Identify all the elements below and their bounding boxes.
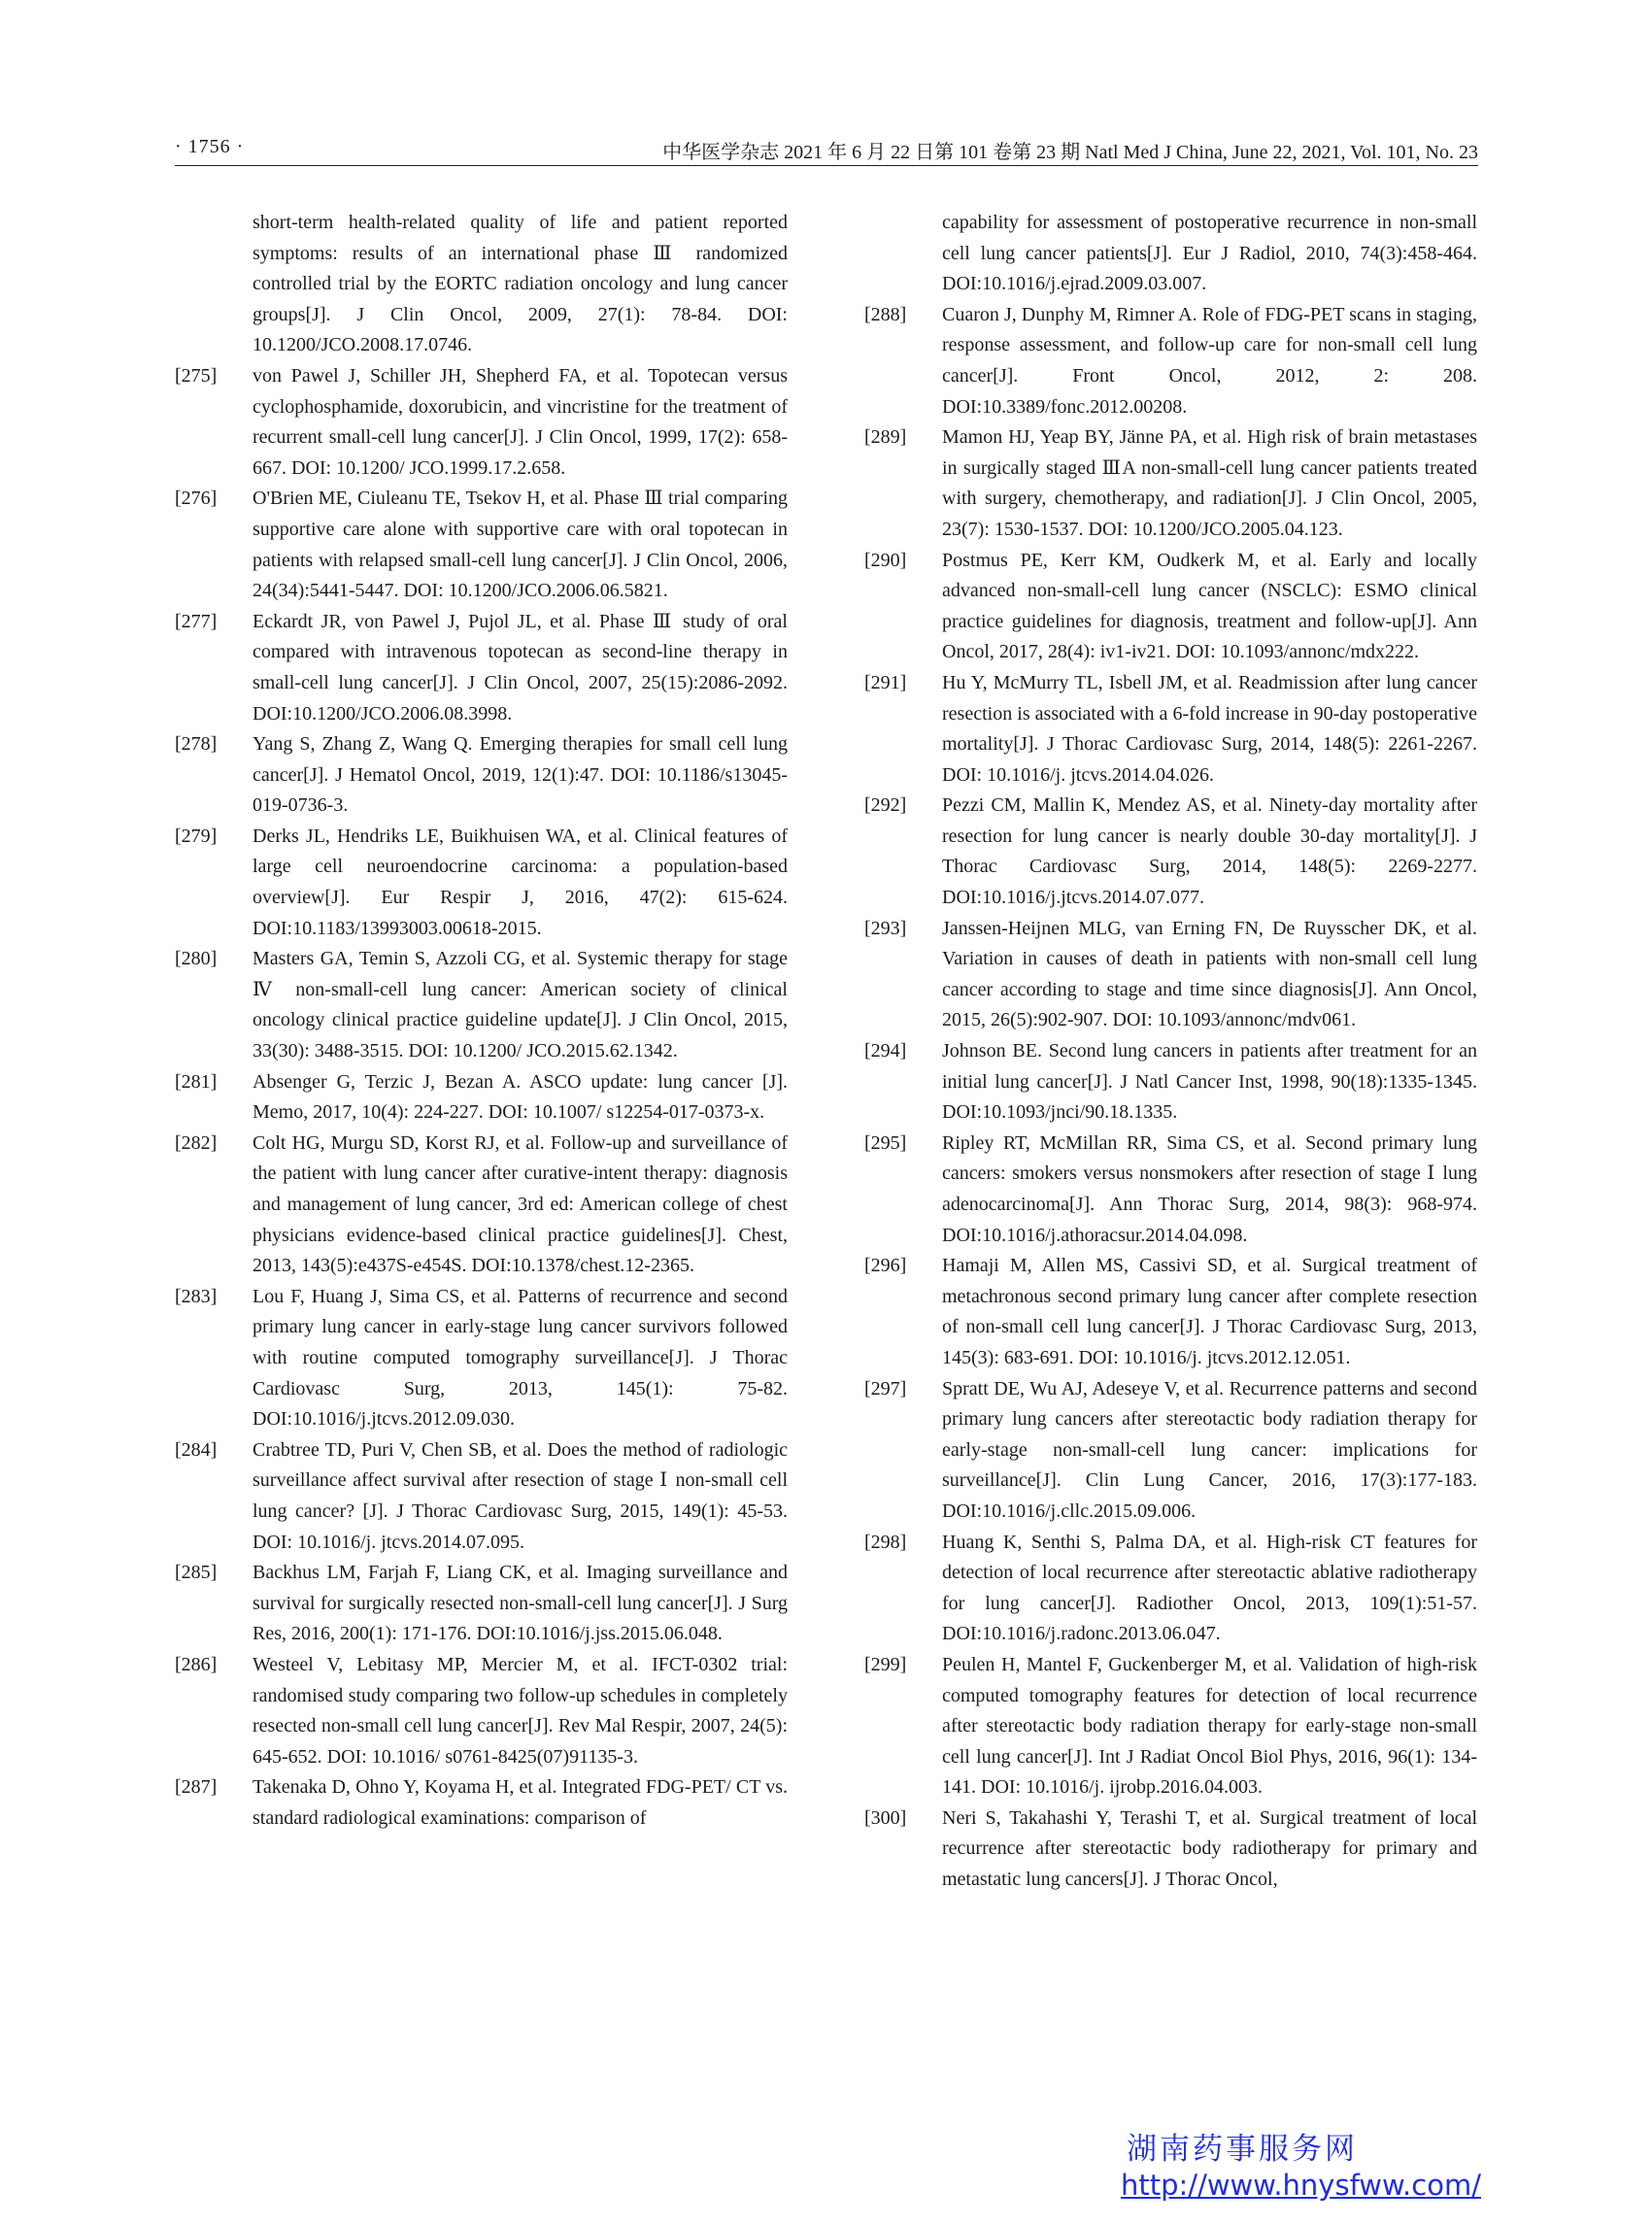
reference-item <box>864 1804 1477 1896</box>
reference-item <box>175 1282 788 1435</box>
reference-text: Pezzi CM, Mallin K, Mendez AS, et al. Ninety-day mortality after resection for lung cancer is nearly double 30-day mortality[J]. J Thorac Cardiovasc Surg, 2014, 148(5): 2269-2277. DOI:10.1016/j.jtcvs.2014.07.077. <box>942 794 1477 909</box>
reference-text: Spratt DE, Wu AJ, Adeseye V, et al. Recurrence patterns and second primary lung cancers after stereotactic body radiation therapy for early-stage non-small-cell lung cancer: implications for surveillance[J]. Clin Lung Cancer, 2016, 17(3):177-183. DOI:10.1016/j.cllc.2015.09.006. <box>942 1377 1477 1522</box>
reference-text: Masters GA, Temin S, Azzoli CG, et al. Systemic therapy for stage Ⅳ non-small-cell lung cancer: American society of clinical oncology clinical practice guideline update[J]. J Clin Oncol, 2015, 33(30): 3488-3515. DOI: 10.1200/ JCO.2015.62.1342. <box>253 948 788 1062</box>
reference-item <box>175 1772 788 1834</box>
reference-item <box>864 1374 1477 1528</box>
reference-item <box>864 914 1477 1036</box>
watermark-url[interactable]: http://www.hnysfww.com/ <box>1121 2169 1481 2202</box>
reference-text: Hu Y, McMurry TL, Isbell JM, et al. Readmission after lung cancer resection is associated with a 6-fold increase in 90-day postoperative mortality[J]. J Thorac Cardiovasc Surg, 2014, 148(5): 2261-2267. DOI: 10.1016/j. jtcvs.2014.04.026. <box>942 671 1477 786</box>
reference-item <box>864 791 1477 913</box>
watermark-site-name: 湖南药事服务网 <box>1127 2132 1358 2167</box>
reference-text: capability for assessment of postoperative recurrence in non-small cell lung cancer patients[J]. Eur J Radiol, 2010, 74(3):458-464. DOI:10.1016/j.ejrad.2009.03.007. <box>942 212 1477 295</box>
reference-number: [286] <box>175 1653 218 1675</box>
reference-number: [288] <box>864 303 907 325</box>
reference-item <box>175 1558 788 1650</box>
reference-item <box>175 208 788 361</box>
reference-item <box>175 1650 788 1772</box>
reference-text: von Pawel J, Schiller JH, Shepherd FA, et al. Topotecan versus cyclophosphamide, doxorubicin, and vincristine for the treatment of recurrent small-cell lung cancer[J]. J Clin Oncol, 1999, 17(2): 658-667. DOI: 10.1200/ JCO.1999.17.2.658. <box>253 364 788 479</box>
reference-text: Janssen-Heijnen MLG, van Erning FN, De Ruysscher DK, et al. Variation in causes of death in patients with non-small cell lung cancer according to stage and time since diagnosis[J]. Ann Oncol, 2015, 26(5):902-907. DOI: 10.1093/annonc/mdv061. <box>942 917 1477 1031</box>
reference-item <box>864 668 1477 791</box>
reference-text: short-term health-related quality of life and patient reported symptoms: results of an international phase Ⅲ randomized controlled trial by the EORTC radiation oncology and lung cancer groups[J]. J Clin Oncol, 2009, 27(1): 78-84. DOI: 10.1200/JCO.2008.17.0746. <box>253 212 788 356</box>
reference-number: [276] <box>175 488 218 510</box>
reference-number: [300] <box>864 1806 907 1829</box>
reference-number: [299] <box>864 1653 907 1675</box>
reference-number: [285] <box>175 1562 218 1584</box>
journal-citation: 中华医学杂志 2021 年 6 月 22 日第 101 卷第 23 期 Natl Med J China, June 22, 2021, Vol. 101, No. 23 <box>662 142 1478 163</box>
reference-number: [289] <box>864 426 907 449</box>
reference-item <box>864 546 1477 668</box>
reference-text: Huang K, Senthi S, Palma DA, et al. High-risk CT features for detection of local recurrence after stereotactic ablative radiotherapy for lung cancer[J]. Radiother Oncol, 2013, 109(1):51-57. DOI:10.1016/j.radonc.2013.06.047. <box>942 1531 1477 1645</box>
reference-text: Mamon HJ, Yeap BY, Jänne PA, et al. High risk of brain metastases in surgically staged ⅢA non-small-cell lung cancer patients treated with surgery, chemotherapy, and radiation[J]. J Clin Oncol, 2005, 23(7): 1530-1537. DOI: 10.1200/JCO.2005.04.123. <box>942 426 1477 540</box>
reference-text: Postmus PE, Kerr KM, Oudkerk M, et al. Early and locally advanced non-small-cell lung cancer (NSCLC): ESMO clinical practice guidelines for diagnosis, treatment and follow-up[J]. Ann Oncol, 2017, 28(4): iv1-iv21. DOI: 10.1093/annonc/mdx222. <box>942 549 1477 663</box>
reference-text: Colt HG, Murgu SD, Korst RJ, et al. Follow-up and surveillance of the patient with lung cancer after curative-intent therapy: diagnosis and management of lung cancer, 3rd ed: American college of chest physicians evidence-based clinical practice guidelines[J]. Chest, 2013, 143(5):e437S-e454S. DOI:10.1378/chest.12-2365. <box>253 1131 788 1277</box>
page-number: · 1756 · <box>175 136 245 157</box>
reference-text: Westeel V, Lebitasy MP, Mercier M, et al. IFCT-0302 trial: randomised study comparing two follow-up schedules in completely resected non-small cell lung cancer[J]. Rev Mal Respir, 2007, 24(5): 645-652. DOI: 10.1016/ s0761-8425(07)91135-3. <box>253 1653 788 1768</box>
reference-number: [298] <box>864 1531 907 1553</box>
reference-number: [282] <box>175 1131 218 1154</box>
reference-item <box>175 1435 788 1558</box>
reference-number: [280] <box>175 948 218 970</box>
reference-item <box>864 1650 1477 1804</box>
reference-text: Cuaron J, Dunphy M, Rimner A. Role of FDG-PET scans in staging, response assessment, and follow-up care for non-small cell lung cancer[J]. Front Oncol, 2012, 2: 208. DOI:10.3389/fonc.2012.00208. <box>942 303 1477 418</box>
reference-text: O'Brien ME, Ciuleanu TE, Tsekov H, et al. Phase Ⅲ trial comparing supportive care alone with supportive care with oral topotecan in patients with relapsed small-cell lung cancer[J]. J Clin Oncol, 2006, 24(34):5441-5447. DOI: 10.1200/JCO.2006.06.5821. <box>253 488 788 602</box>
reference-text: Peulen H, Mantel F, Guckenberger M, et al. Validation of high-risk computed tomography features for detection of local recurrence after stereotactic body radiation therapy for early-stage non-small cell lung cancer[J]. Int J Radiat Oncol Biol Phys, 2016, 96(1): 134-141. DOI: 10.1016/j. ijrobp.2016.04.003. <box>942 1653 1477 1799</box>
reference-text: Johnson BE. Second lung cancers in patients after treatment for an initial lung cancer[J]. J Natl Cancer Inst, 1998, 90(18):1335-1345. DOI:10.1093/jnci/90.18.1335. <box>942 1040 1477 1124</box>
reference-item <box>864 1129 1477 1251</box>
running-header <box>175 132 1478 166</box>
reference-item <box>175 361 788 484</box>
reference-number: [284] <box>175 1438 218 1461</box>
reference-item <box>175 1129 788 1282</box>
reference-text: Takenaka D, Ohno Y, Koyama H, et al. Integrated FDG-PET/ CT vs. standard radiological examinations: comparison of <box>253 1776 788 1829</box>
reference-column-right <box>864 208 1477 1896</box>
reference-number: [291] <box>864 671 907 693</box>
reference-number: [297] <box>864 1377 907 1399</box>
reference-item <box>175 484 788 606</box>
reference-item <box>864 300 1477 422</box>
reference-number: [292] <box>864 794 907 817</box>
reference-number: [281] <box>175 1070 218 1093</box>
reference-text: Absenger G, Terzic J, Bezan A. ASCO update: lung cancer [J]. Memo, 2017, 10(4): 224-227. DOI: 10.1007/ s12254-017-0373-x. <box>253 1070 788 1124</box>
reference-number: [296] <box>864 1255 907 1277</box>
reference-item <box>864 1036 1477 1129</box>
reference-number: [278] <box>175 733 218 756</box>
reference-number: [283] <box>175 1285 218 1307</box>
reference-text: Lou F, Huang J, Sima CS, et al. Patterns of recurrence and second primary lung cancer in early-stage lung cancer survivors followed with routine computed tomography surveillance[J]. J Thorac Cardiovasc Surg, 2013, 145(1): 75-82. DOI:10.1016/j.jtcvs.2012.09.030. <box>253 1285 788 1431</box>
reference-item <box>864 208 1477 300</box>
reference-item <box>864 1251 1477 1373</box>
reference-text: Eckardt JR, von Pawel J, Pujol JL, et al. Phase Ⅲ study of oral compared with intravenous topotecan as second-line therapy in small-cell lung cancer[J]. J Clin Oncol, 2007, 25(15):2086-2092. DOI:10.1200/JCO.2006.08.3998. <box>253 610 788 725</box>
watermark <box>1121 2131 1496 2203</box>
reference-number: [287] <box>175 1776 218 1799</box>
reference-item <box>175 607 788 729</box>
reference-text: Crabtree TD, Puri V, Chen SB, et al. Does the method of radiologic surveillance affect survival after resection of stage Ⅰ non-small cell lung cancer? [J]. J Thorac Cardiovasc Surg, 2015, 149(1): 45-53. DOI: 10.1016/j. jtcvs.2014.07.095. <box>253 1438 788 1553</box>
reference-item <box>864 1528 1477 1650</box>
reference-text: Derks JL, Hendriks LE, Buikhuisen WA, et al. Clinical features of large cell neuroendocrine carcinoma: a population-based overview[J]. Eur Respir J, 2016, 47(2): 615-624. DOI:10.1183/13993003.00618-2015. <box>253 825 788 939</box>
reference-text: Ripley RT, McMillan RR, Sima CS, et al. Second primary lung cancers: smokers versus nonsmokers after resection of stage Ⅰ lung adenocarcinoma[J]. Ann Thorac Surg, 2014, 98(3): 968-974. DOI:10.1016/j.athoracsur.2014.04.098. <box>942 1131 1477 1246</box>
reference-item <box>175 729 788 822</box>
reference-number: [290] <box>864 549 907 571</box>
reference-text: Yang S, Zhang Z, Wang Q. Emerging therapies for small cell lung cancer[J]. J Hematol Oncol, 2019, 12(1):47. DOI: 10.1186/s13045-019-0736-3. <box>253 733 788 817</box>
reference-number: [279] <box>175 825 218 847</box>
reference-item <box>175 944 788 1066</box>
reference-item <box>175 822 788 944</box>
reference-number: [293] <box>864 917 907 939</box>
reference-number: [277] <box>175 610 218 632</box>
reference-item <box>175 1067 788 1129</box>
reference-item <box>864 422 1477 545</box>
reference-number: [294] <box>864 1040 907 1062</box>
reference-text: Hamaji M, Allen MS, Cassivi SD, et al. Surgical treatment of metachronous second primary lung cancer after complete resection of non-small cell lung cancer[J]. J Thorac Cardiovasc Surg, 2013, 145(3): 683-691. DOI: 10.1016/j. jtcvs.2012.12.051. <box>942 1255 1477 1368</box>
reference-text: Backhus LM, Farjah F, Liang CK, et al. Imaging surveillance and survival for surgically resected non-small-cell lung cancer[J]. J Surg Res, 2016, 200(1): 171-176. DOI:10.1016/j.jss.2015.06.048. <box>253 1562 788 1645</box>
reference-number: [295] <box>864 1131 907 1154</box>
reference-column-left <box>175 208 788 1834</box>
reference-number: [275] <box>175 364 218 387</box>
reference-text: Neri S, Takahashi Y, Terashi T, et al. Surgical treatment of local recurrence after stereotactic body radiotherapy for primary and metastatic lung cancers[J]. J Thorac Oncol, <box>942 1806 1477 1891</box>
